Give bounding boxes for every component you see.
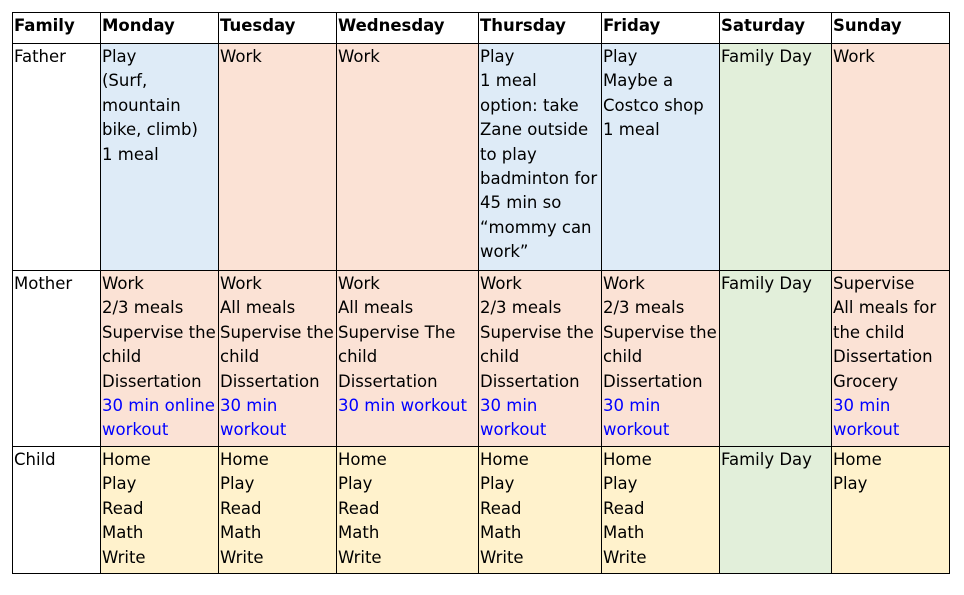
- cell-line: Grocery: [833, 371, 899, 391]
- cell-line: badminton for: [480, 169, 598, 189]
- cell-line: All meals: [220, 298, 296, 318]
- cell-line: Play: [603, 474, 638, 494]
- mother-sunday-cell: [832, 271, 950, 447]
- cell-line: Supervise the: [480, 322, 594, 342]
- cell-line: 1 meal: [102, 144, 159, 164]
- workout-line: 30 min: [603, 396, 661, 416]
- cell-line: option: take: [480, 95, 579, 115]
- header-family: Family: [13, 13, 101, 44]
- workout-line: workout: [603, 420, 670, 440]
- mother-tuesday-cell: [219, 271, 337, 447]
- cell-line: Read: [338, 498, 380, 518]
- cell-line: Play: [833, 474, 868, 494]
- cell-line: Work: [480, 274, 522, 293]
- cell-line: Dissertation: [338, 371, 438, 391]
- cell-line: (Surf,: [102, 71, 148, 91]
- cell-line: Write: [603, 547, 647, 567]
- child-tuesday-cell: [219, 447, 337, 574]
- cell-line: Play: [480, 47, 515, 66]
- cell-line: Family Day: [721, 450, 812, 469]
- cell-line: Supervise the: [102, 322, 216, 342]
- cell-line: 2/3 meals: [603, 298, 685, 318]
- cell-line: Write: [220, 547, 264, 567]
- cell-line: to play: [480, 144, 537, 164]
- cell-line: Play: [603, 47, 638, 66]
- header-friday: Friday: [602, 13, 720, 44]
- cell-line: Write: [102, 547, 146, 567]
- father-label: [13, 44, 101, 271]
- workout-line: 30 min workout: [338, 396, 467, 416]
- cell-line: Family Day: [721, 274, 812, 293]
- cell-line: Dissertation: [220, 371, 320, 391]
- cell-line: Math: [220, 523, 262, 543]
- cell-line: All meals: [338, 298, 414, 318]
- father-tuesday-cell: [219, 44, 337, 271]
- cell-line: Write: [480, 547, 524, 567]
- row-label: Child: [14, 450, 56, 469]
- workout-line: 30 min online: [102, 396, 215, 416]
- mother-row: [13, 271, 950, 447]
- cell-line: Maybe a: [603, 71, 674, 91]
- mother-label: [13, 271, 101, 447]
- workout-line: 30 min: [480, 396, 538, 416]
- cell-line: child: [338, 347, 378, 367]
- cell-line: child: [220, 347, 260, 367]
- cell-line: Play: [102, 474, 137, 494]
- cell-line: 1 meal: [603, 120, 660, 140]
- cell-line: Supervise the: [220, 322, 334, 342]
- cell-line: Costco shop: [603, 95, 704, 115]
- cell-line: Supervise the: [603, 322, 717, 342]
- father-friday-cell: [602, 44, 720, 271]
- cell-line: Play: [480, 474, 515, 494]
- cell-line: Home: [338, 450, 387, 469]
- cell-line: Read: [480, 498, 522, 518]
- father-thursday-cell: [479, 44, 602, 271]
- cell-line: Work: [338, 47, 380, 66]
- cell-line: work”: [480, 242, 529, 262]
- cell-line: Home: [833, 450, 882, 469]
- child-sunday-cell: [832, 447, 950, 574]
- child-friday-cell: [602, 447, 720, 574]
- mother-friday-cell: [602, 271, 720, 447]
- cell-line: Family Day: [721, 47, 812, 66]
- father-saturday-cell: [720, 44, 832, 271]
- cell-line: Zane outside: [480, 120, 589, 140]
- father-wednesday-cell: [337, 44, 479, 271]
- weekly-schedule-table: [12, 12, 950, 574]
- cell-line: Work: [338, 274, 380, 293]
- header-tuesday: Tuesday: [219, 13, 337, 44]
- cell-line: 2/3 meals: [102, 298, 184, 318]
- cell-line: Math: [603, 523, 645, 543]
- cell-line: Dissertation: [603, 371, 703, 391]
- cell-line: 45 min so: [480, 193, 562, 213]
- cell-line: Home: [220, 450, 269, 469]
- cell-line: 2/3 meals: [480, 298, 562, 318]
- child-wednesday-cell: [337, 447, 479, 574]
- cell-line: Work: [220, 47, 262, 66]
- cell-line: Home: [102, 450, 151, 469]
- cell-line: Read: [603, 498, 645, 518]
- cell-line: Read: [102, 498, 144, 518]
- cell-line: child: [480, 347, 520, 367]
- cell-line: mountain: [102, 95, 181, 115]
- cell-line: the child: [833, 322, 905, 342]
- mother-saturday-cell: [720, 271, 832, 447]
- workout-line: 30 min: [833, 396, 891, 416]
- cell-line: Write: [338, 547, 382, 567]
- child-row: [13, 447, 950, 574]
- header-monday: Monday: [101, 13, 219, 44]
- cell-line: Math: [338, 523, 380, 543]
- mother-monday-cell: [101, 271, 219, 447]
- workout-line: workout: [833, 420, 900, 440]
- workout-line: 30 min: [220, 396, 278, 416]
- cell-line: Work: [603, 274, 645, 293]
- child-saturday-cell: [720, 447, 832, 574]
- cell-line: Dissertation: [480, 371, 580, 391]
- father-monday-cell: [101, 44, 219, 271]
- cell-line: Work: [833, 47, 875, 66]
- workout-line: workout: [102, 420, 169, 440]
- row-label: Father: [14, 47, 66, 66]
- cell-line: Dissertation: [833, 347, 933, 367]
- father-row: [13, 44, 950, 271]
- header-row: [13, 13, 950, 44]
- row-label: Mother: [14, 274, 73, 293]
- cell-line: Supervise: [833, 274, 915, 293]
- mother-wednesday-cell: [337, 271, 479, 447]
- cell-line: Home: [603, 450, 652, 469]
- father-sunday-cell: [832, 44, 950, 271]
- child-label: [13, 447, 101, 574]
- cell-line: bike, climb): [102, 120, 198, 140]
- cell-line: child: [603, 347, 643, 367]
- cell-line: Read: [220, 498, 262, 518]
- cell-line: Play: [338, 474, 373, 494]
- cell-line: Math: [480, 523, 522, 543]
- cell-line: Work: [102, 274, 144, 293]
- cell-line: Home: [480, 450, 529, 469]
- cell-line: Dissertation: [102, 371, 202, 391]
- cell-line: Math: [102, 523, 144, 543]
- cell-line: “mommy can: [480, 217, 592, 237]
- cell-line: All meals for: [833, 298, 937, 318]
- cell-line: child: [102, 347, 142, 367]
- header-thursday: Thursday: [479, 13, 602, 44]
- cell-line: Supervise The: [338, 322, 456, 342]
- cell-line: Work: [220, 274, 262, 293]
- header-sunday: Sunday: [832, 13, 950, 44]
- cell-line: Play: [102, 47, 137, 66]
- header-saturday: Saturday: [720, 13, 832, 44]
- cell-line: Play: [220, 474, 255, 494]
- workout-line: workout: [220, 420, 287, 440]
- header-wednesday: Wednesday: [337, 13, 479, 44]
- workout-line: workout: [480, 420, 547, 440]
- child-monday-cell: [101, 447, 219, 574]
- child-thursday-cell: [479, 447, 602, 574]
- mother-thursday-cell: [479, 271, 602, 447]
- cell-line: 1 meal: [480, 71, 537, 91]
